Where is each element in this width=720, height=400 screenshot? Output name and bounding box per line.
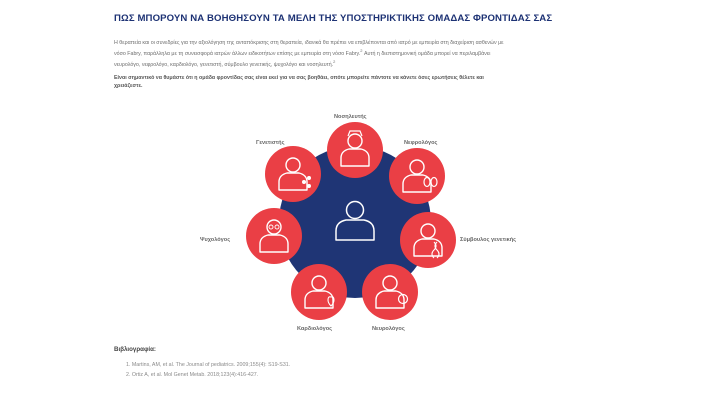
reference-item: 1. Martins, AM, et al. The Journal of pediatrics. 2009;155(4): S19-S31.: [126, 362, 291, 368]
nurse-circle: [327, 122, 383, 178]
label-neurologist: Νευρολόγος: [372, 326, 405, 332]
label-genetic-counselor: Σύμβουλος γενετικής: [460, 237, 517, 243]
intro-paragraph: Η θεραπεία και οι συνεδρίες για την αξιολόγηση της ανταπόκρισης στη θεραπεία, ιδανικά θα πρέπει να επιβλέπονται από ιατρό με εμπειρία στη διαχείριση ασθενών με νόσο Fabry, παράλληλα με τη συνεισφορά ιατρών άλλων ειδικοτήτων επίσης με εμπειρία στη νόσο Fabry.$^2$ Αυτή η διεπιστημονική ομάδα μπορεί να περιλαμβάνει νευρολόγο, νεφρολόγο, καρδιολόγο, γενετιστή, σύμβουλο γενετικής, ψυχολόγο και νοσηλευτή.$^2$: [114, 40, 504, 68]
label-nurse: Νοσηλευτής: [334, 114, 367, 120]
reference-item: 2. Ortiz A, et al. Mol Genet Metab. 2018;123(4):416-427.: [126, 372, 259, 378]
genetic-counselor-circle: [400, 212, 456, 268]
reminder-paragraph: Είναι σημαντικό να θυμάστε ότι η ομάδα φροντίδας σας είναι εκεί για να σας βοηθάει, οπότε μπορείτε πάντοτε να κάνετε όσες ερωτήσεις θέλετε και χρειάζεστε.: [114, 75, 484, 90]
neurologist-circle: [362, 264, 418, 320]
label-psychologist: Ψυχολόγος: [200, 237, 231, 243]
label-geneticist: Γενετιστής: [256, 140, 285, 146]
bibliography-title: Βιβλιογραφία:: [114, 346, 156, 353]
page-title: ΠΩΣ ΜΠΟΡΟΥΝ ΝΑ ΒΟΗΘΗΣΟΥΝ ΤΑ ΜΕΛΗ ΤΗΣ ΥΠΟΣΤΗΡΙΚΤΙΚΗΣ ΟΜΑΔΑΣ ΦΡΟΝΤΙΔΑΣ ΣΑΣ: [114, 13, 553, 24]
cardiologist-circle: [291, 264, 347, 320]
label-nephrologist: Νεφρολόγος: [404, 140, 438, 146]
label-cardiologist: Καρδιολόγος: [297, 326, 333, 332]
psychologist-circle: [246, 208, 302, 264]
nephrologist-circle: [389, 148, 445, 204]
geneticist-circle: [265, 146, 321, 202]
